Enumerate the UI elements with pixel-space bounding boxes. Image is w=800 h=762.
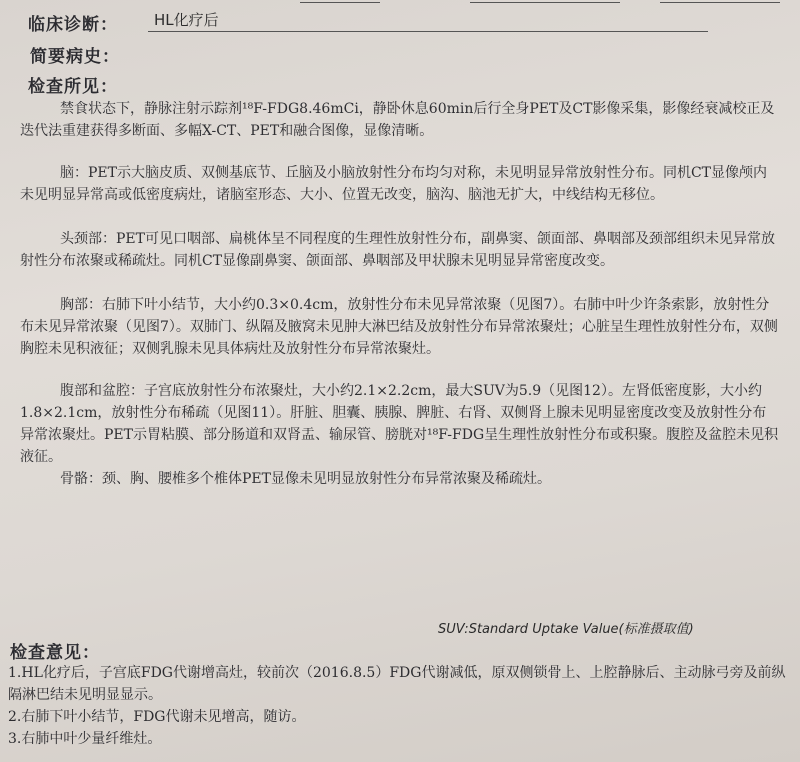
opinion-list bbox=[8, 662, 792, 750]
intro-paragraph: 禁食状态下，静脉注射示踪剂¹⁸F-FDG8.46mCi，静卧休息60min后行全身PET及CT影像采集，影像经衰减校正及迭代法重建获得多断面、多幅X-CT、PET和融合图像，显像清晰。 bbox=[20, 101, 775, 139]
top-rule-1 bbox=[300, 0, 380, 3]
top-rule-3 bbox=[660, 0, 780, 3]
opinion-item: 1.HL化疗后，子宫底FDG代谢增高灶，较前次（2016.8.5）FDG代谢减低，原双侧锁骨上、上腔静脉后、主动脉弓旁及前纵隔淋巴结未见明显显示。 bbox=[8, 665, 786, 703]
suv-footnote: SUV:Standard Uptake Value(标准摄取值) bbox=[438, 622, 694, 637]
history-label: 简要病史： bbox=[30, 47, 120, 67]
findings-intro bbox=[20, 98, 780, 142]
opinion-label: 检查意见： bbox=[10, 643, 100, 663]
findings-label: 检查所见： bbox=[28, 77, 118, 97]
bone-paragraph: 骨骼：颈、胸、腰椎多个椎体PET显像未见明显放射性分布异常浓聚及稀疏灶。 bbox=[60, 471, 551, 487]
findings-abdomen bbox=[20, 380, 780, 468]
findings-bone bbox=[20, 468, 780, 490]
chest-paragraph: 胸部：右肺下叶小结节，大小约0.3×0.4cm，放射性分布未见异常浓聚（见图7）。右肺中叶少许条索影，放射性分布未见异常浓聚（见图7）。双肺门、纵隔及腋窝未见肿大淋巴结及放射性分布异常浓聚灶；心脏呈生理性放射性分布，双侧胸腔未见积液征；双侧乳腺未见具体病灶及放射性分布异常浓聚灶。 bbox=[20, 297, 778, 357]
opinion-item: 2.右肺下叶小结节，FDG代谢未见增高，随访。 bbox=[8, 709, 306, 725]
findings-brain bbox=[20, 162, 780, 206]
diagnosis-row bbox=[12, 4, 792, 34]
brain-paragraph: 脑：PET示大脑皮质、双侧基底节、丘脑及小脑放射性分布均匀对称，未见明显异常放射性分布。同机CT显像颅内未见明显异常高或低密度病灶，诸脑室形态、大小、位置无改变，脑沟、脑池无扩大，中线结构无移位。 bbox=[20, 165, 768, 203]
diagnosis-label: 临床诊断： bbox=[28, 15, 118, 35]
head-neck-paragraph: 头颈部：PET可见口咽部、扁桃体呈不同程度的生理性放射性分布，副鼻窦、颌面部、鼻咽部及颈部组织未见异常放射性分布浓聚或稀疏灶。同机CT显像副鼻窦、颌面部、鼻咽部及甲状腺未见明显异常密度改变。 bbox=[20, 231, 775, 269]
findings-chest bbox=[20, 294, 780, 360]
findings-head-neck bbox=[20, 228, 780, 272]
opinion-item: 3.右肺中叶少量纤维灶。 bbox=[8, 731, 162, 747]
diagnosis-value: HL化疗后 bbox=[148, 8, 708, 32]
top-rule-2 bbox=[470, 0, 620, 3]
abdomen-paragraph: 腹部和盆腔：子宫底放射性分布浓聚灶，大小约2.1×2.2cm，最大SUV为5.9（见图12）。左肾低密度影，大小约1.8×2.1cm，放射性分布稀疏（见图11）。肝脏、胆囊、胰腺、脾脏、右肾、双侧肾上腺未见明显密度改变及放射性分布异常浓聚灶。PET示胃粘膜、部分肠道和双肾盂、输尿管、膀胱对¹⁸F-FDG呈生理性放射性分布或积聚。腹腔及盆腔未见积液征。 bbox=[20, 383, 779, 465]
